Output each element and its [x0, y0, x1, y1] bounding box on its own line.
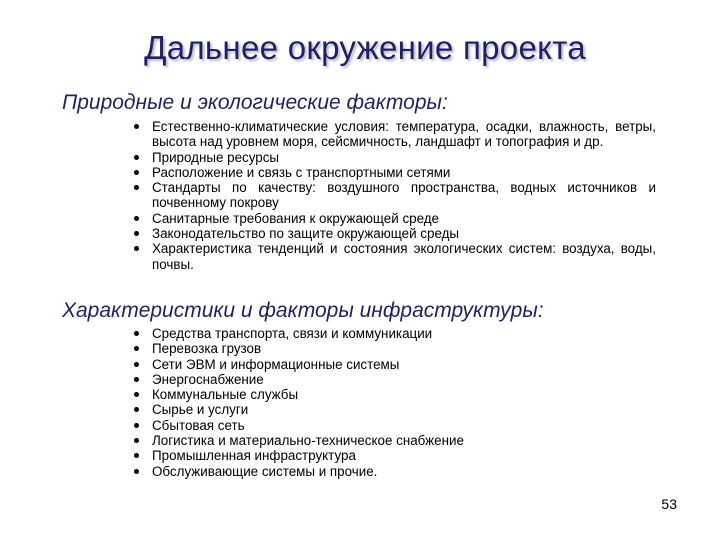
list-item — [132, 326, 656, 341]
bullet-icon — [134, 438, 139, 443]
list-item-text: Обслуживающие системы и прочие. — [152, 463, 378, 479]
list-item-text: Логистика и материально-техническое снабжение — [152, 433, 464, 449]
list-item — [132, 357, 656, 372]
infrastructure-list — [132, 326, 656, 479]
list-item-text: Сети ЭВМ и информационные системы — [152, 356, 400, 372]
section-heading-infrastructure: Характеристики и факторы инфраструктуры: — [62, 299, 544, 322]
bullet-icon — [134, 453, 139, 458]
bullet-icon — [134, 246, 139, 251]
list-item — [132, 165, 656, 180]
bullet-icon — [134, 362, 139, 367]
bullet-icon — [134, 231, 139, 236]
list-item-text: Промышленная инфраструктура — [152, 448, 356, 464]
list-item-text: Естественно-климатические условия: температура, осадки, влажность, ветры, высота над уровнем моря, сейсмичность, ландшафт и топография и др. — [152, 119, 656, 150]
list-item-text: Характеристика тенденций и состояния экологических систем: воздуха, воды, почвы. — [152, 241, 656, 272]
list-item-text: Перевозка грузов — [152, 341, 262, 357]
bullet-icon — [134, 185, 139, 190]
list-item-text: Сбытовая сеть — [152, 417, 245, 433]
bullet-icon — [134, 155, 139, 160]
natural-factors-list — [132, 119, 656, 272]
list-item — [132, 464, 656, 479]
list-item — [132, 372, 656, 387]
list-item — [132, 341, 656, 356]
list-item-text: Законодательство по защите окружающей среды — [152, 226, 460, 242]
bullet-icon — [134, 170, 139, 175]
list-item — [132, 226, 656, 241]
list-item — [132, 119, 656, 150]
bullet-icon — [134, 469, 139, 474]
list-item — [132, 387, 656, 402]
list-item-text: Коммунальные службы — [152, 387, 299, 403]
list-item-text: Природные ресурсы — [152, 149, 280, 165]
list-item — [132, 433, 656, 448]
slide-title: Дальнее окружение проекта — [144, 29, 586, 66]
page-number: 53 — [661, 496, 677, 512]
bullet-icon — [134, 331, 139, 336]
list-item-text: Стандарты по качеству: воздушного пространства, водных источников и почвенному покрову — [152, 180, 656, 211]
bullet-icon — [134, 423, 139, 428]
list-item — [132, 241, 656, 272]
list-item — [132, 211, 656, 226]
list-item — [132, 180, 656, 211]
bullet-icon — [134, 407, 139, 412]
list-item — [132, 418, 656, 433]
bullet-icon — [134, 124, 139, 129]
list-item-text: Сырье и услуги — [152, 402, 249, 418]
bullet-icon — [134, 216, 139, 221]
list-item-text: Средства транспорта, связи и коммуникации — [152, 326, 433, 341]
list-item-text: Расположение и связь с транспортными сетями — [152, 164, 451, 180]
section-heading-natural-factors: Природные и экологические факторы: — [62, 91, 448, 114]
list-item — [132, 448, 656, 463]
list-item-text: Санитарные требования к окружающей среде — [152, 210, 440, 226]
list-item — [132, 402, 656, 417]
bullet-icon — [134, 392, 139, 397]
bullet-icon — [134, 346, 139, 351]
list-item — [132, 150, 656, 165]
bullet-icon — [134, 377, 139, 382]
list-item-text: Энергоснабжение — [152, 371, 264, 387]
